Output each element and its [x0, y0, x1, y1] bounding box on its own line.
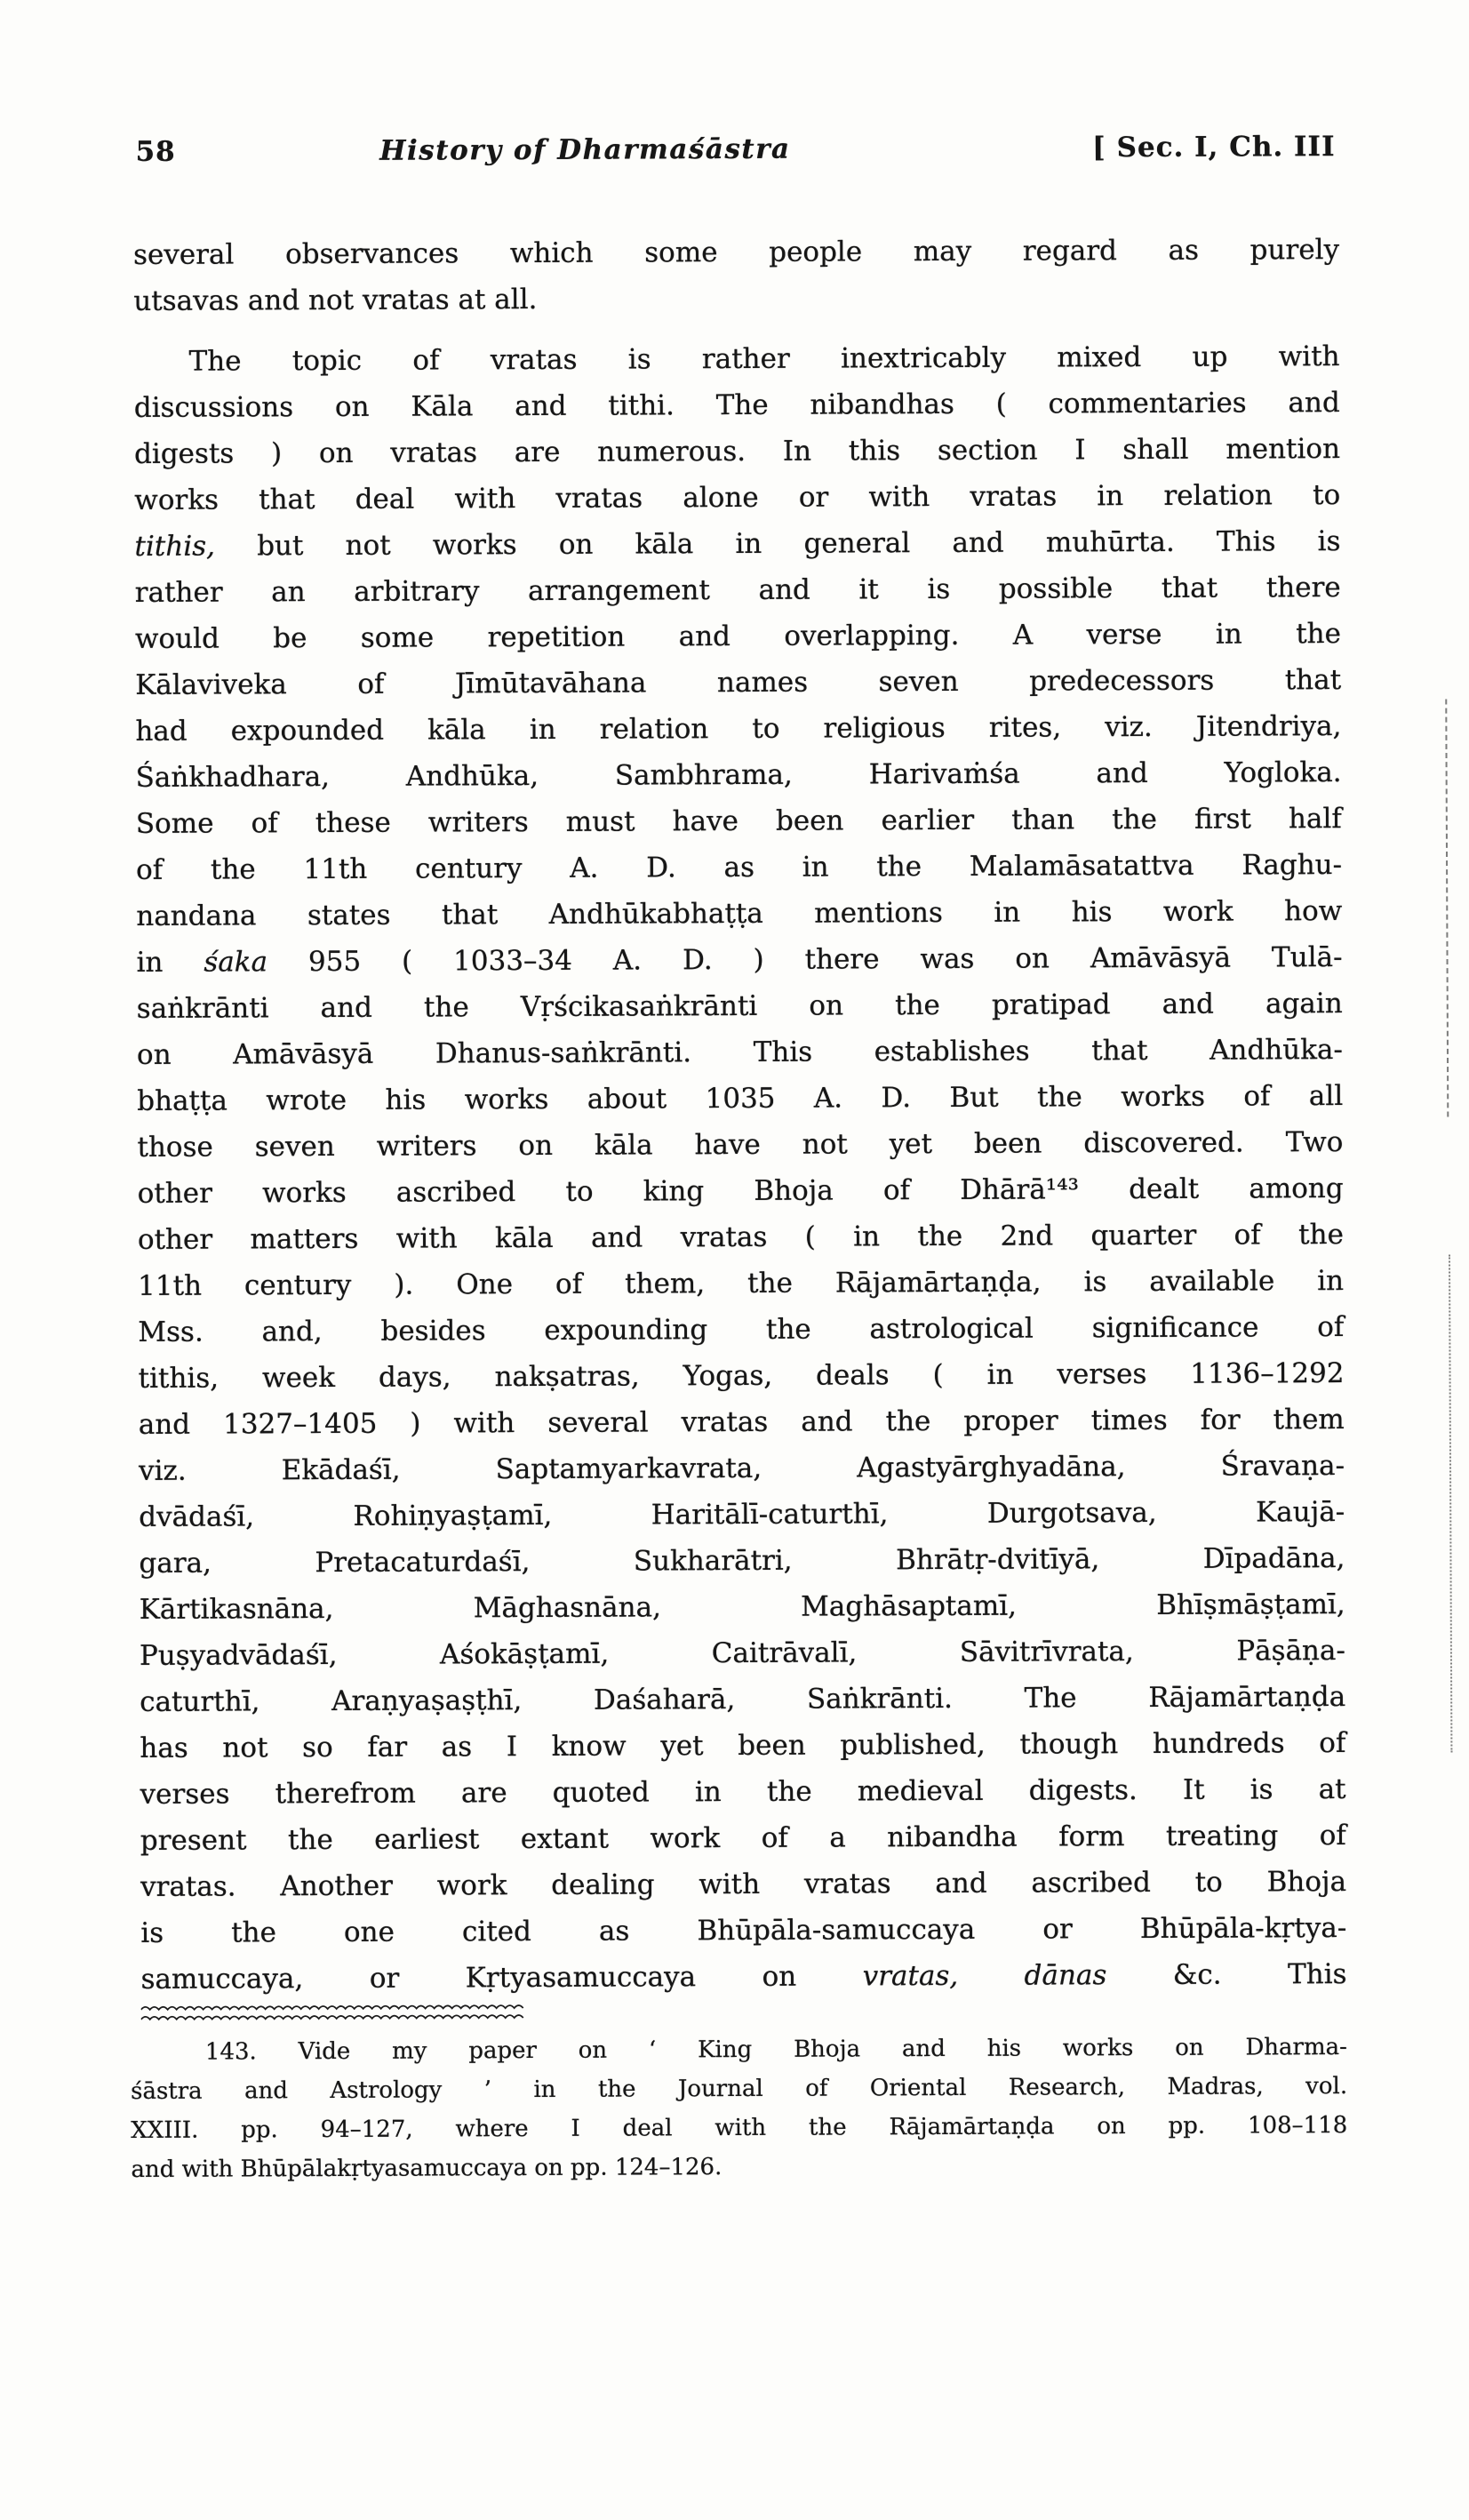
- text-line: and 1327–1405 ) with several vratas and the proper times for them: [138, 1404, 1345, 1441]
- text-line: śāstra and Astrology ’ in the Journal of Oriental Research, Madras, vol.: [131, 2073, 1348, 2105]
- text-line: other works ascribed to king Bhoja of Dhārā¹⁴³ dealt among: [137, 1172, 1344, 1210]
- text-line: The topic of vratas is rather inextricably mixed up with: [188, 340, 1340, 378]
- text-line: discussions on Kāla and tithi. The nibandhas ( commentaries and: [133, 387, 1340, 424]
- page-number: 58: [135, 135, 176, 168]
- text-line: of the 11th century A. D. as in the Malamāsatattva Raghu-: [136, 849, 1343, 886]
- section-heading: [ Sec. I, Ch. III: [1092, 131, 1336, 164]
- text-line: dvādaśī, Rohiṇyaṣṭamī, Haritālī-caturthī, Durgotsava, Kaujā-: [139, 1496, 1345, 1533]
- text-line: nandana states that Andhūkabhaṭṭa mentions in his work how: [136, 895, 1343, 932]
- text-line: present the earliest extant work of a nibandha form treating of: [140, 1820, 1346, 1857]
- text-line: viz. Ekādaśī, Saptamyarkavrata, Agastyārghyadāna, Śravaṇa-: [138, 1450, 1345, 1487]
- text-line: XXIII. pp. 94–127, where I deal with the Rājamārtaṇḍa on pp. 108–118: [131, 2111, 1348, 2144]
- text-line: would be some repetition and overlapping. A verse in the: [134, 618, 1342, 655]
- text-line: works that deal with vratas alone or with vratas in relation to: [134, 479, 1341, 516]
- text-line: and with Bhūpālakṛtyasamuccaya on pp. 124–126.: [131, 2154, 723, 2183]
- footnote: [131, 2028, 1348, 2189]
- text-line: those seven writers on kāla have not yet been discovered. Two: [137, 1126, 1344, 1164]
- page-body: [133, 227, 1347, 2017]
- text-line: Kārtikasnāna, Māghasnāna, Maghāsaptamī, Bhīṣmāṣṭamī,: [139, 1588, 1345, 1626]
- text-line: 11th century ). One of them, the Rājamārtaṇḍa, is available in: [138, 1265, 1345, 1302]
- page-title: History of Dharmaśāstra: [379, 132, 791, 167]
- paragraph-1: [133, 227, 1339, 324]
- footnote-separator: [141, 2001, 531, 2024]
- text-line: on Amāvāsyā Dhanus-saṅkrānti. This establishes that Andhūka-: [136, 1034, 1344, 1071]
- text-line: 143. Vide my paper on ‘ King Bhoja and his works on Dharma-: [204, 2034, 1347, 2066]
- text-line: utsavas and not vratas at all.: [133, 283, 538, 317]
- text-line: digests ) on vratas are numerous. In this section I shall mention: [133, 433, 1341, 470]
- text-line: Śaṅkhadhara, Andhūka, Sambhrama, Harivaṁśa and Yogloka.: [135, 756, 1342, 794]
- text-line: rather an arbitrary arrangement and it is possible that there: [134, 572, 1341, 609]
- text-line: Mss. and, besides expounding the astrological significance of: [138, 1311, 1345, 1348]
- text-line: several observances which some people may regard as purely: [132, 234, 1340, 271]
- text-line: in śaka 955 ( 1033–34 A. D. ) there was on Amāvāsyā Tulā-: [136, 941, 1343, 979]
- text-line: Puṣyadvādaśī, Aśokāṣṭamī, Caitrāvalī, Sāvitrīvrata, Pāṣāṇa-: [139, 1635, 1346, 1672]
- page-header: [135, 131, 1335, 168]
- scan-artifact-line: [1445, 699, 1449, 1116]
- text-line: vratas. Another work dealing with vratas and ascribed to Bhoja: [140, 1866, 1347, 1903]
- text-line: verses therefrom are quoted in the medieval digests. It is at: [140, 1773, 1346, 1811]
- text-line: gara, Pretacaturdaśī, Sukharātri, Bhrātṛ-dvitīyā, Dīpadāna,: [139, 1542, 1345, 1580]
- text-line: had expounded kāla in relation to religious rites, viz. Jitendriya,: [135, 710, 1342, 748]
- text-line: is the one cited as Bhūpāla-samuccaya or Bhūpāla-kṛtya-: [140, 1912, 1347, 1949]
- scan-artifact-line: [1449, 1254, 1452, 1752]
- text-line: tithis, week days, nakṣatras, Yogas, deals ( in verses 1136–1292: [138, 1357, 1345, 1395]
- text-line: samuccaya, or Kṛtyasamuccaya on vratas, dānas &c. This: [140, 1958, 1347, 1996]
- text-line: tithis, but not works on kāla in general and muhūrta. This is: [134, 525, 1341, 563]
- text-line: saṅkrānti and the Vṛścikasaṅkrānti on the pratipad and again: [136, 988, 1343, 1025]
- text-line: has not so far as I know yet been published, though hundreds of: [140, 1727, 1346, 1764]
- text-line: Kālaviveka of Jīmūtavāhana names seven predecessors that: [135, 664, 1342, 701]
- text-line: Some of these writers must have been earlier than the first half: [135, 803, 1342, 840]
- paragraph-2: [133, 333, 1346, 2003]
- text-line: other matters with kāla and vratas ( in the 2nd quarter of the: [137, 1219, 1344, 1256]
- text-line: caturthī, Araṇyaṣaṣṭhī, Daśaharā, Saṅkrānti. The Rājamārtaṇḍa: [140, 1681, 1346, 1718]
- text-line: bhaṭṭa wrote his works about 1035 A. D. But the works of all: [137, 1080, 1344, 1117]
